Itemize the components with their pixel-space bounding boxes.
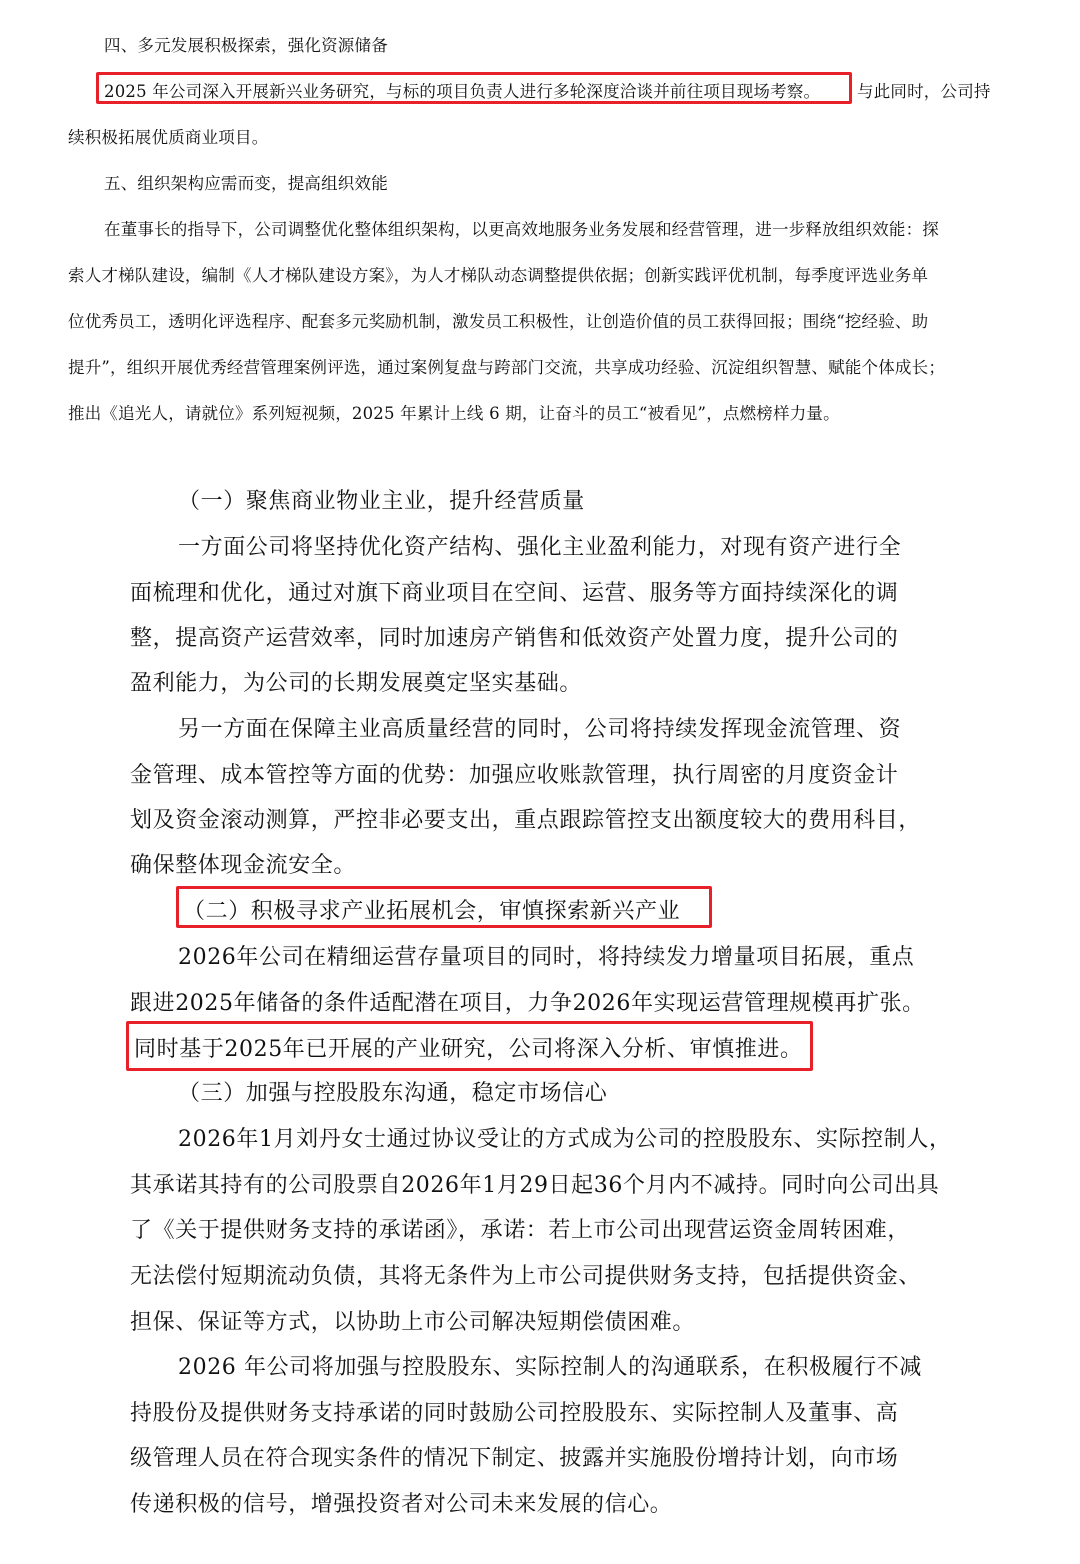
para3b-line: 持股份及提供财务支持承诺的同时鼓励公司控股股东、实际控制人及董事、高 bbox=[130, 1401, 899, 1426]
para4-line-2: 续积极拓展优质商业项目。 bbox=[68, 128, 269, 147]
heading-2: （二）积极寻求产业拓展机会，审慎探索新兴产业 bbox=[183, 899, 681, 924]
para3a-line: 其承诺其持有的公司股票自2026年1月29日起36个月内不减持。同时向公司出具 bbox=[130, 1173, 940, 1198]
para5-line: 索人才梯队建设，编制《人才梯队建设方案》，为人才梯队动态调整提供依据；创新实践评优机制，每季度评选业务单 bbox=[68, 266, 929, 285]
para3a-line: 2026年1月刘丹女士通过协议受让的方式成为公司的控股股东、实际控制人， bbox=[178, 1127, 952, 1152]
para5-line: 提升”，组织开展优秀经营管理案例评选，通过案例复盘与跨部门交流，共享成功经验、沉淀组织智慧、赋能个体成长； bbox=[68, 358, 946, 377]
para1a-line: 一方面公司将坚持优化资产结构、强化主业盈利能力，对现有资产进行全 bbox=[178, 535, 902, 560]
para4-highlight-text: 2025 年公司深入开展新兴业务研究，与标的项目负责人进行多轮深度洽谈并前往项目现场考察。 bbox=[104, 82, 821, 101]
para2-line: 2026年公司在精细运营存量项目的同时，将持续发力增量项目拓展，重点 bbox=[178, 945, 915, 970]
para1b-line: 另一方面在保障主业高质量经营的同时，公司将持续发挥现金流管理、资 bbox=[178, 717, 902, 742]
para1a-line: 盈利能力，为公司的长期发展奠定坚实基础。 bbox=[130, 671, 583, 696]
heading-3: （三）加强与控股股东沟通，稳定市场信心 bbox=[178, 1081, 608, 1106]
para1b-line: 确保整体现金流安全。 bbox=[130, 853, 357, 878]
para5-line: 位优秀员工，透明化评选程序、配套多元奖励机制，激发员工积极性，让创造价值的员工获得回报；围绕“挖经验、助 bbox=[68, 312, 929, 331]
para4-rest-text: 与此同时，公司持 bbox=[857, 82, 991, 101]
para3a-line: 担保、保证等方式，以协助上市公司解决短期偿债困难。 bbox=[130, 1310, 696, 1335]
para3b-line: 传递积极的信号，增强投资者对公司未来发展的信心。 bbox=[130, 1492, 673, 1517]
para3b-line: 级管理人员在符合现实条件的情况下制定、披露并实施股份增持计划，向市场 bbox=[130, 1446, 899, 1471]
heading-4: 四、多元发展积极探索，强化资源储备 bbox=[104, 36, 388, 55]
para5-line: 在董事长的指导下，公司调整优化整体组织架构，以更高效地服务业务发展和经营管理，进一步释放组织效能：探 bbox=[104, 220, 939, 239]
heading-1: （一）聚焦商业物业主业，提升经营质量 bbox=[178, 489, 585, 514]
para1b-line: 金管理、成本管控等方面的优势：加强应收账款管理，执行周密的月度资金计 bbox=[130, 763, 899, 788]
para1a-line: 整，提高资产运营效率，同时加速房产销售和低效资产处置力度，提升公司的 bbox=[130, 626, 899, 651]
para3b-line: 2026 年公司将加强与控股股东、实际控制人的沟通联系，在积极履行不减 bbox=[178, 1355, 922, 1380]
para2-line-highlighted: 同时基于2025年已开展的产业研究，公司将深入分析、审慎推进。 bbox=[134, 1037, 803, 1062]
para1b-line: 划及资金滚动测算，严控非必要支出，重点跟踪管控支出额度较大的费用科目， bbox=[130, 808, 922, 833]
para1a-line: 面梳理和优化，通过对旗下商业项目在空间、运营、服务等方面持续深化的调 bbox=[130, 581, 899, 606]
para2-line: 跟进2025年储备的条件适配潜在项目，力争2026年实现运营管理规模再扩张。 bbox=[130, 991, 925, 1016]
heading-5: 五、组织架构应需而变，提高组织效能 bbox=[104, 174, 388, 193]
para5-line: 推出《追光人，请就位》系列短视频，2025 年累计上线 6 期，让奋斗的员工“被看见”，点燃榜样力量。 bbox=[68, 404, 840, 423]
para3a-line: 了《关于提供财务支持的承诺函》，承诺：若上市公司出现营运资金周转困难， bbox=[130, 1218, 911, 1243]
para3a-line: 无法偿付短期流动负债，其将无条件为上市公司提供财务支持，包括提供资金、 bbox=[130, 1264, 922, 1289]
